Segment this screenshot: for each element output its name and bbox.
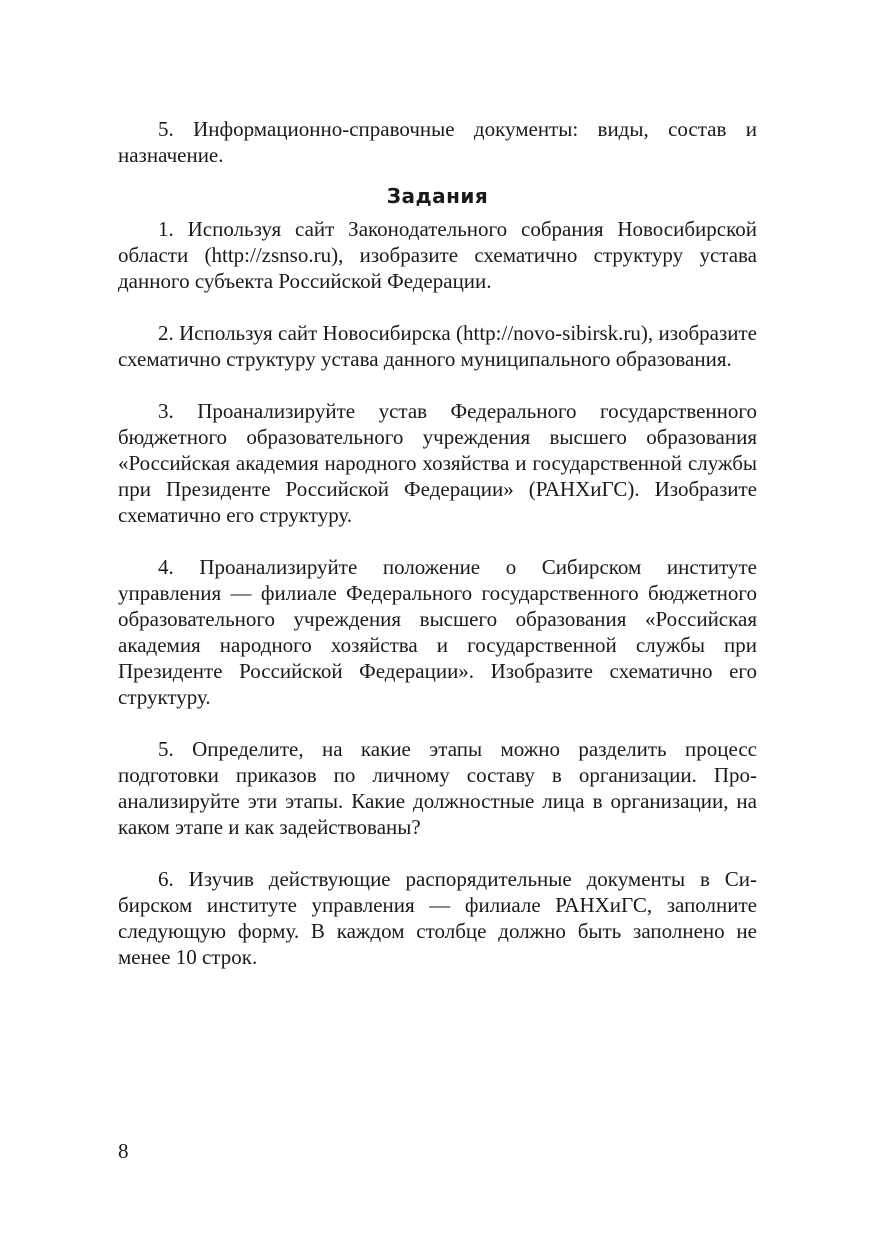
task-item-3: 3. Проанализируйте устав Федерального государственного бюджетного образовательного учреждения высшего образования «Российская академия народного хозяйства и государственной службы при Президенте Российской Федерации» (РАНХиГС). Изобразите схематично его структуру. bbox=[118, 399, 757, 527]
section-title: Задания bbox=[386, 184, 489, 208]
page-body bbox=[118, 116, 757, 970]
page-number: 8 bbox=[118, 1139, 129, 1163]
task-list bbox=[118, 216, 757, 970]
task-item-1: 1. Используя сайт Законодательного собрания Новосибирской области (http://zsnso.ru), изобразите схематично структуру устава данного субъекта Российской Федерации. bbox=[118, 217, 757, 293]
task-item-4: 4. Проанализируйте положение о Сибирском институте управления — филиале Федерального государственного бюджетного образовательного учреждения высшего образования «Российская академия народного хозяйства и государственной службы при Президенте Российской Федерации». Изобразите схематично его структуру. bbox=[118, 555, 757, 709]
task-item-2: 2. Используя сайт Новосибирска (http://novo-sibirsk.ru), изобразите схематично структуру устава данного муниципального образования. bbox=[118, 321, 757, 371]
task-item-5: 5. Определите, на какие этапы можно разделить процесс подготовки приказов по личному составу в организации. Проанализируйте эти этапы. Какие должностные лица в организации, на каком этапе и как задействованы? bbox=[118, 737, 757, 839]
task-item-6: 6. Изучив действующие распорядительные документы в Сибирском институте управления — филиале РАНХиГС, заполните следующую форму. В каждом столбце должно быть заполнено не менее 10 строк. bbox=[118, 867, 757, 969]
intro-item: 5. Информационно-справочные документы: виды, состав и назначение. bbox=[118, 117, 757, 167]
